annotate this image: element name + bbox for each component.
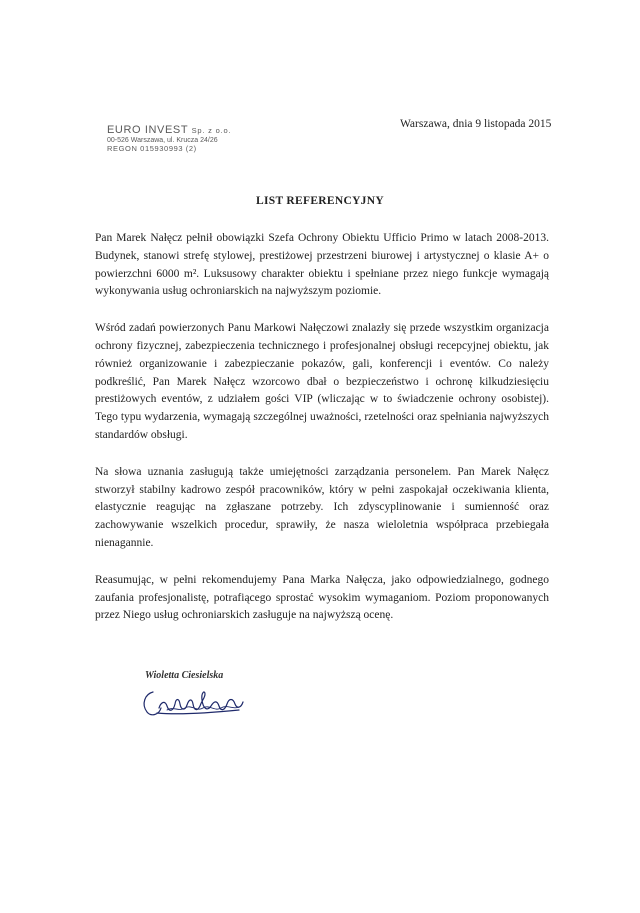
company-stamp [107, 124, 231, 153]
paragraph-3: Na słowa uznania zasługują także umiejętności zarządzania personelem. Pan Marek Nałęcz stworzył stabilny kadrowo zespół pracowników, który w pełni zaspokajał oczekiwania klienta, elastycznie reagując na zgłaszane potrzeby. Ich zdyscyplinowanie i sumienność oraz zachowywanie wszelkich procedur, sprawiły, że nasza wieloletnia współpraca przebiegała nienagannie. [95, 465, 549, 549]
stamp-company-name: EURO INVEST [107, 124, 188, 136]
stamp-regon: REGON 015930993 (2) [107, 143, 197, 153]
paragraph-4: Reasumując, w pełni rekomendujemy Pana Marka Nałęcza, jako odpowiedzialnego, godnego zaufania profesjonalistę, potrafiącego sprostać wysokim wymaganiom. Poziom proponowanych przez Niego usług ochroniarskich zasługuje na najwyższą ocenę. [95, 573, 549, 622]
letter-body [95, 230, 549, 644]
letter-title: LIST REFERENCYJNY [256, 195, 384, 207]
stamp-address: 00-526 Warszawa, ul. Krucza 24/26 [107, 136, 218, 144]
signature-block [145, 670, 223, 681]
paragraph-2: Wśród zadań powierzonych Panu Markowi Nałęczowi znalazły się przede wszystkim organizacja ochrony fizycznej, zabezpieczenia technicznego i profesjonalnej obsługi recepcyjnej obiektu, jak również organizowanie i zabezpieczanie pokazów, gali, konferencji i eventów. Co należy podkreślić, Pan Marek Nałęcz wzorcowo dbał o bezpieczeństwo i ochronę kilkudziesięciu prestiżowych eventów, z udziałem gości VIP (wliczając w to świadczenie ochrony osobistej). Tego typu wydarzenia, wymagają szczególnej uważności, rzetelności oraz spełniania najwyższych standardów obsługi. [95, 322, 549, 441]
stamp-company-suffix: Sp. z o.o. [191, 126, 232, 135]
letter-date: Warszawa, dnia 9 listopada 2015 [400, 118, 552, 130]
stamp-company-line [107, 124, 231, 137]
signatory-name: Wioletta Ciesielska [145, 670, 224, 681]
handwritten-signature [139, 682, 249, 722]
paragraph-1: Pan Marek Nałęcz pełnił obowiązki Szefa Ochrony Obiektu Ufficio Primo w latach 2008-2013. Budynek, stanowi strefę stylowej, prestiżowej przestrzeni biurowej i artystycznej o klasie A+ o powierzchni 6000 m². Luksusowy charakter obiektu i spełniane przez niego funkcje wymagają wykonywania usług ochroniarskich na najwyższym poziomie. [95, 232, 549, 298]
